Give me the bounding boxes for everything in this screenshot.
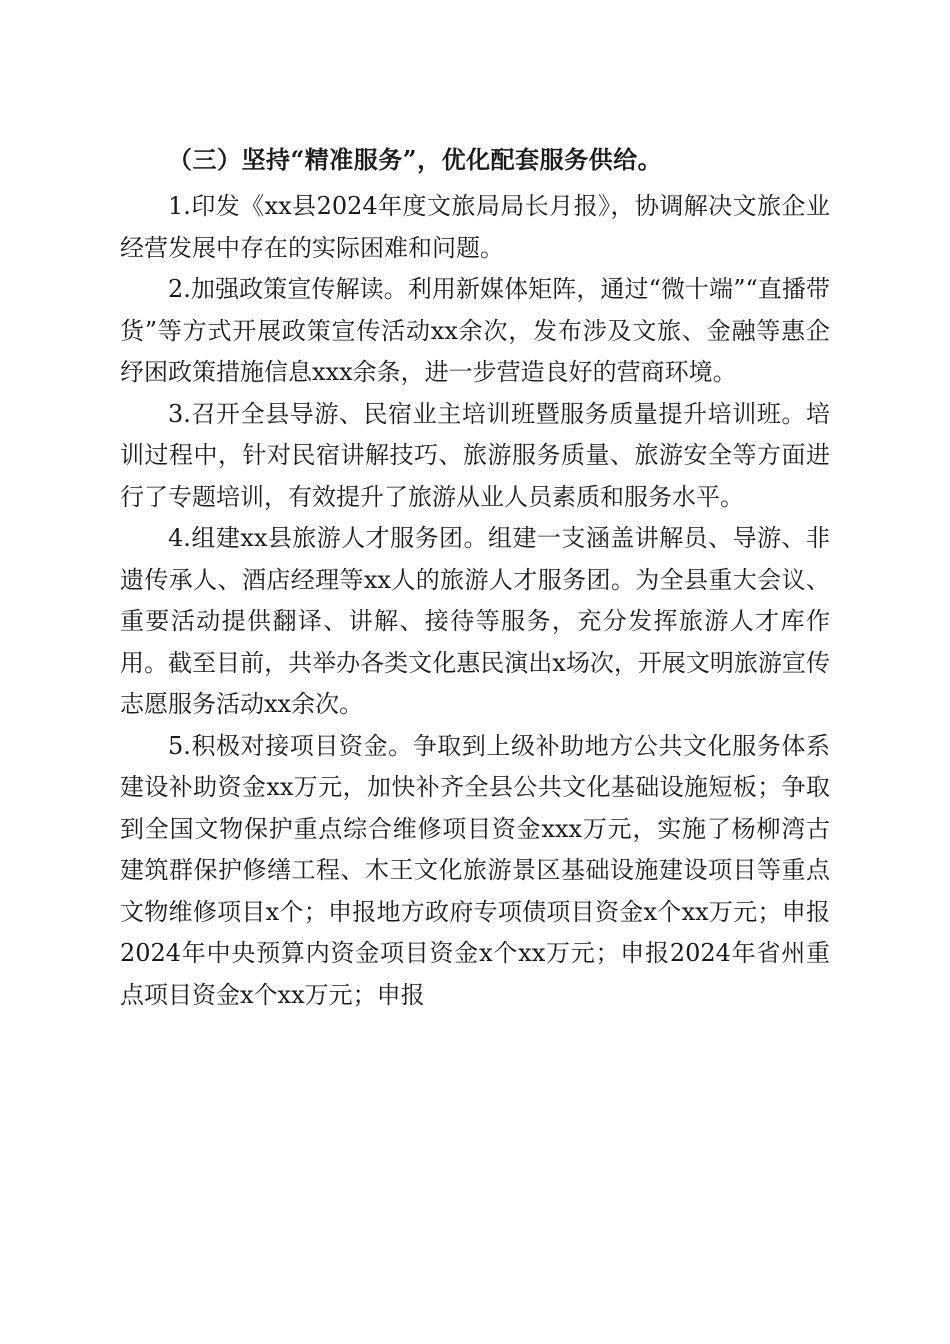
section-heading: （三）坚持“精准服务”，优化配套服务供给。 [168, 145, 663, 174]
paragraph-3: 3.召开全县导游、民宿业主培训班暨服务质量提升培训班。培训过程中，针对民宿讲解技巧、旅游服务质量、旅游安全等方面进行了专题培训，有效提升了旅游从业人员素质和服务水平。 [120, 399, 830, 511]
paragraph-5: 5.积极对接项目资金。争取到上级补助地方公共文化服务体系建设补助资金xx万元，加快补齐全县公共文化基础设施短板；争取到全国文物保护重点综合维修项目资金xxx万元，实施了杨柳湾古建筑群保护修缮工程、木王文化旅游景区基础设施建设项目等重点文物维修项目x个；申报地方政府专项债项目资金x个xx万元；申报2024年中央预算内资金项目资金x个xx万元；申报2024年省州重点项目资金x个xx万元；申报 [120, 731, 830, 1009]
paragraph-2: 2.加强政策宣传解读。利用新媒体矩阵，通过“微十端”“直播带货”等方式开展政策宣传活动xx余次，发布涉及文旅、金融等惠企纾困政策措施信息xxx余条，进一步营造良好的营商环境。 [120, 275, 830, 386]
paragraph-1: 1.印发《xx县2024年度文旅局局长月报》，协调解决文旅企业经营发展中存在的实际困难和问题。 [120, 192, 830, 262]
document-body [120, 142, 830, 1016]
paragraph-4: 4.组建xx县旅游人才服务团。组建一支涵盖讲解员、导游、非遗传承人、酒店经理等xx人的旅游人才服务团。为全县重大会议、重要活动提供翻译、讲解、接待等服务，充分发挥旅游人才库作用。截至目前，共举办各类文化惠民演出x场次，开展文明旅游宣传志愿服务活动xx余次。 [120, 524, 830, 718]
